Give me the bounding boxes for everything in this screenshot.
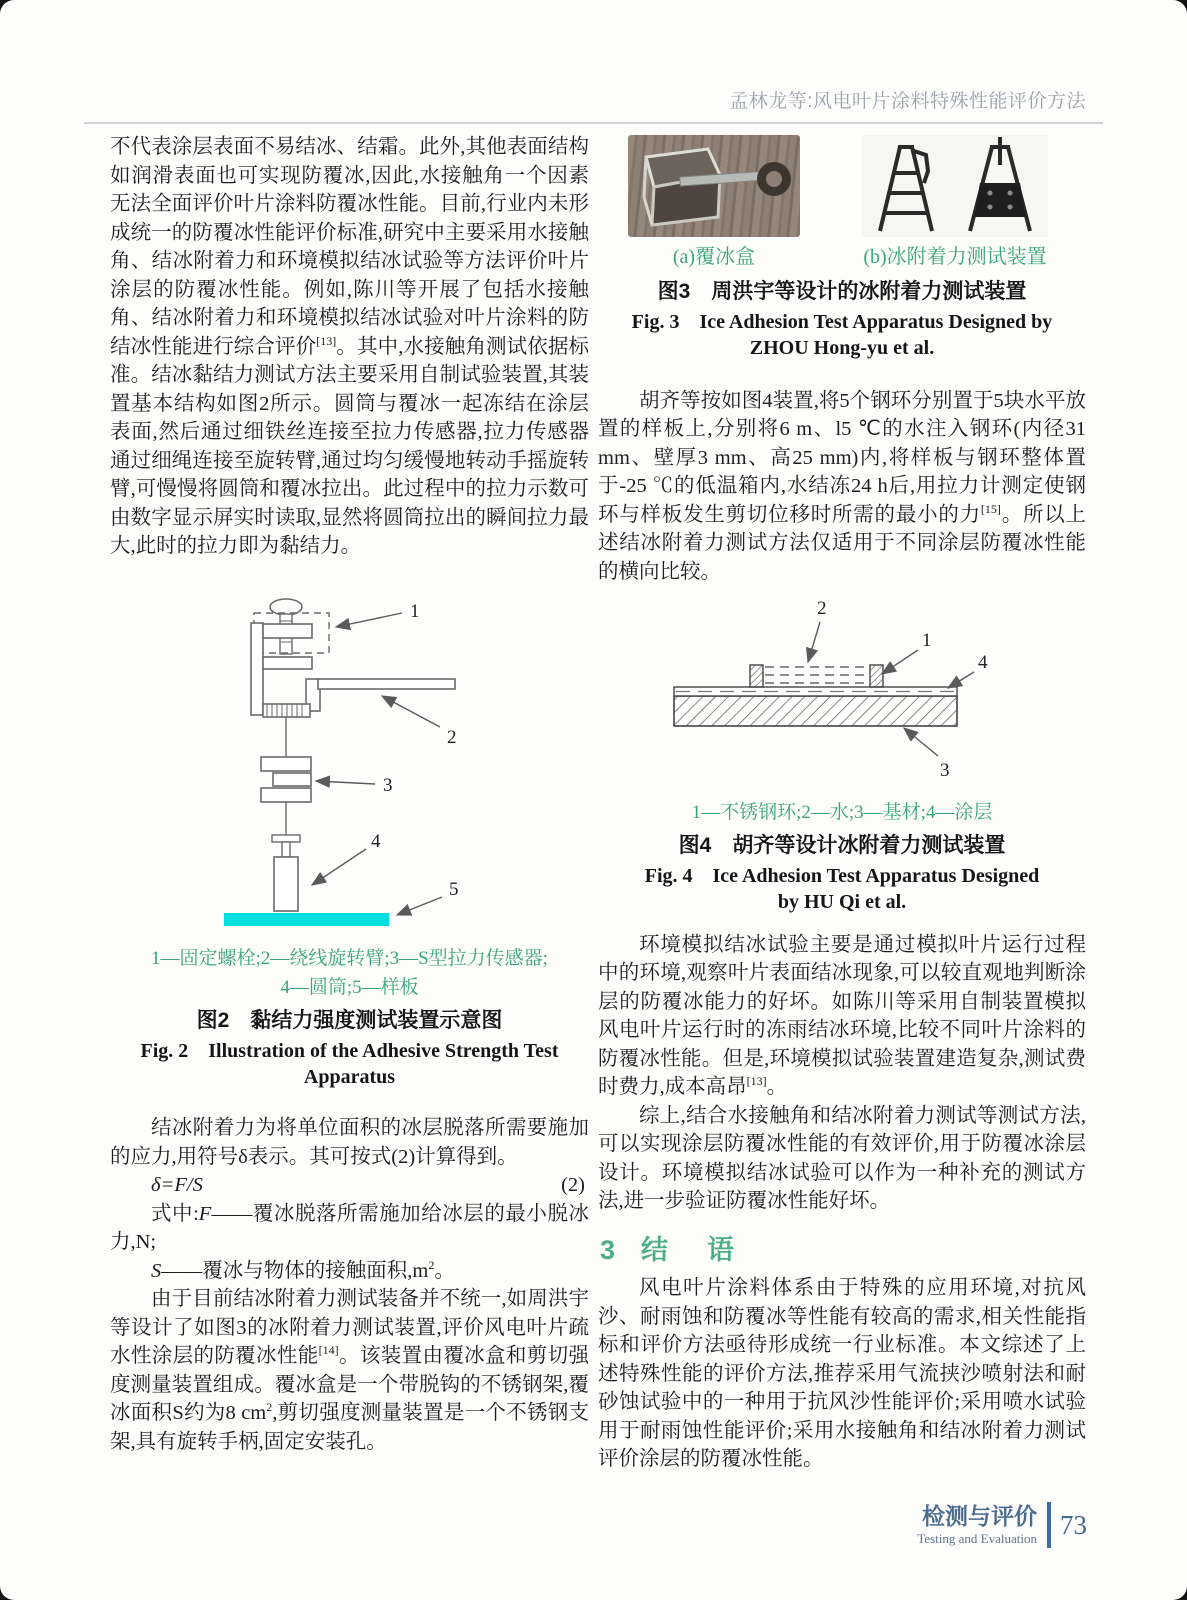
journal-name-cn: 检测与评价 xyxy=(922,1503,1037,1529)
fig2-label-4: 4 xyxy=(370,830,380,852)
section-number: 3 xyxy=(600,1234,616,1265)
equation-where-f: 式中:F——覆冰脱落所需施加给冰层的最小脱冰力,N; xyxy=(110,1202,589,1253)
fig2-label-2: 2 xyxy=(446,726,456,748)
fig3-photo-test-stands xyxy=(862,135,1048,237)
substrate xyxy=(674,696,957,726)
equation-where-s: S——覆冰与物体的接触面积,m$^2$。 xyxy=(151,1257,455,1282)
journal-name-en: Testing and Evaluation xyxy=(917,1531,1037,1546)
clamp-body xyxy=(251,623,263,715)
fig4-label-1: 1 xyxy=(922,630,932,651)
fig2-caption-cn: 图2 黏结力强度测试装置示意图 xyxy=(196,1009,503,1032)
fig2-label-3: 3 xyxy=(382,774,392,796)
fig4-diagram xyxy=(612,596,1072,788)
paragraph: 不代表涂层表面不易结冰、结霜。此外,其他表面结构如润滑表面也可实现防覆冰,因此,水接触角一个因素无法全面评价叶片涂料防覆冰性能。目前,行业内未形成统一的防覆冰性能评价标准,研究中主要采用水接触角、结冰附着力和环境模拟结冰试验等方法评价叶片涂层的防覆冰性能。例如,陈川等开展了包括水接触角、结冰附着力和环境模拟结冰试验对叶片涂料的防结冰性能进行综合评价[13]。其中,水接触角测试依据标准。结冰黏结力测试方法主要采用自制试验装置,其装置基本结构如图2所示。圆筒与覆冰一起冻结在涂层表面,然后通过细铁丝连接至拉力传感器,拉力传感器通过细绳连接至旋转臂,通过均匀缓慢地转动手摇旋转臂,可慢慢将圆筒和覆冰拉出。此过程中的拉力示数可由数字显示屏实时读取,显然将圆筒拉出的瞬间拉力最大,此时的拉力即为黏结力。 xyxy=(110,136,589,557)
paragraph: 环境模拟结冰试验主要是通过模拟叶片运行过程中的环境,观察叶片表面结冰现象,可以较直观地判断涂层的防覆冰能力的好坏。如陈川等采用自制装置模拟风电叶片运行时的冻雨结冰环境,比较不同叶片涂料的防覆冰性能。但是,环境模拟试验装置建造复杂,测试费时费力,成本高昂[13]。 xyxy=(598,933,1086,1098)
symbol-S: S xyxy=(151,1259,162,1282)
paragraph: 胡齐等按如图4装置,将5个钢环分别置于5块水平放置的样板上,分别将6 m、l5 ℃的水注入钢环(内径31 mm、壁厚3 mm、高25 mm)内,将样板与钢环整体置于-25 ℃的低温箱内,水结冻24 h后,用拉力计测定使钢环与样板发生剪切位移时所需的最小的力[15]。所以上述结冰附着力测试方法仅适用于不同涂层防覆冰性能的横向比较。 xyxy=(598,389,1087,583)
equation-number: (2) xyxy=(561,1174,585,1196)
fig3-photo-ice-box xyxy=(628,135,800,237)
footer-divider xyxy=(1047,1502,1051,1548)
cylinder xyxy=(274,857,298,911)
fig2-legend-line1: 1—固定螺栓;2—绕线旋转臂;3—S型拉力传感器; xyxy=(151,948,548,969)
left-column xyxy=(110,133,589,1456)
fig4-label-3: 3 xyxy=(940,760,950,781)
citation-ref: [14] xyxy=(318,1343,339,1358)
paragraph: 结冰附着力为将单位面积的冰层脱落所需要施加的应力,用符号δ表示。其可按式(2)计算得到。 xyxy=(110,1117,589,1168)
superscript-2: 2 xyxy=(428,1257,435,1272)
fig3-caption-b: (b)冰附着力测试装置 xyxy=(863,246,1047,268)
fig3-photos xyxy=(598,135,1086,272)
figure-4 xyxy=(598,596,1086,915)
fig2-diagram xyxy=(120,567,580,935)
paragraph: 由于目前结冰附着力测试装备并不统一,如周洪宇等设计了如图3的冰附着力测试装置,评价风电叶片疏水性涂层的防覆冰性能[14]。该装置由覆冰盒和剪切强度测量装置组成。覆冰盒是一个带脱钩的不锈钢架,覆冰面积S约为8 cm$^2$,剪切强度测量装置是一个不锈钢支架,具有旋转手柄,固定安装孔。 xyxy=(110,1288,590,1453)
rotating-arm xyxy=(318,679,455,689)
steel-ring-left xyxy=(750,665,763,687)
fixing-bolt-head xyxy=(270,599,302,615)
citation-ref: [13] xyxy=(746,1074,767,1089)
page-number: 73 xyxy=(1060,1509,1087,1540)
steel-ring-right xyxy=(870,665,883,687)
fig2-label-1: 1 xyxy=(409,600,419,622)
fig4-caption-en: Fig. 4 Ice Adhesion Test Apparatus Designed by HU Qi et al. xyxy=(644,864,1040,913)
fig2-label-5: 5 xyxy=(448,878,458,900)
fig3-photo-a-wrap xyxy=(628,135,800,272)
citation-ref: [15] xyxy=(980,501,1001,516)
s-load-cell xyxy=(261,757,311,802)
fig2-legend-line2: 4—圆筒;5—样板 xyxy=(280,977,419,998)
fig4-label-2: 2 xyxy=(817,598,827,619)
water xyxy=(765,667,868,683)
stand-plate xyxy=(974,183,1026,217)
figure-2 xyxy=(110,567,589,1091)
equation-2 xyxy=(110,1171,589,1200)
sample-plate xyxy=(224,913,389,926)
fig2-caption-en: Fig. 2 Illustration of the Adhesive Strength Test Apparatus xyxy=(140,1040,559,1088)
superscript-2: 2 xyxy=(266,1400,273,1415)
paragraph: 综上,结合水接触角和结冰附着力测试等测试方法,可以实现涂层防覆冰性能的有效评价,用于防覆冰涂层设计。环境模拟结冰试验可以作为一种补充的测试方法,进一步验证防覆冰性能好坏。 xyxy=(598,1104,1086,1212)
fig3-photo-b-wrap xyxy=(862,135,1048,272)
fig3-caption-cn: 图3 周洪宇等设计的冰附着力测试装置 xyxy=(657,279,1027,303)
paragraph: 风电叶片涂料体系由于特殊的应用环境,对抗风沙、耐雨蚀和防覆冰等性能有较高的需求,相关性能指标和评价方法亟待形成统一行业标准。本文综述了上述特殊性能的评价方法,推荐采用气流挟沙喷射法和耐砂蚀试验中的一种用于抗风沙性能评价;采用喷水试验用于耐雨蚀性能评价;采用水接触角和结冰附着力测试评价涂层的防覆冰性能。 xyxy=(598,1277,1086,1470)
stand-left xyxy=(880,147,932,231)
fig4-legend: 1—不锈钢环;2—水;3—基材;4—涂层 xyxy=(691,801,993,823)
equation-expression: δ=F/S xyxy=(151,1174,203,1196)
fig4-label-4: 4 xyxy=(978,652,988,673)
footer xyxy=(917,1502,1087,1548)
running-head: 孟林龙等:风电叶片涂料特殊性能评价方法 xyxy=(729,91,1086,112)
section-title: 结 语 xyxy=(641,1234,741,1265)
stand-right xyxy=(970,137,1030,231)
header-rule xyxy=(84,122,1103,124)
symbol-F: F xyxy=(198,1202,212,1225)
fig3-caption-a: (a)覆冰盒 xyxy=(672,246,756,268)
fig4-caption-cn: 图4 胡齐等设计冰附着力测试装置 xyxy=(678,833,1006,857)
citation-ref: [13] xyxy=(316,333,337,348)
section-3-heading xyxy=(598,1236,1086,1265)
fig3-caption-en: Fig. 3 Ice Adhesion Test Apparatus Designed by ZHOU Hong-yu et al. xyxy=(631,310,1053,359)
right-column xyxy=(598,133,1086,1474)
figure-3 xyxy=(598,135,1086,361)
